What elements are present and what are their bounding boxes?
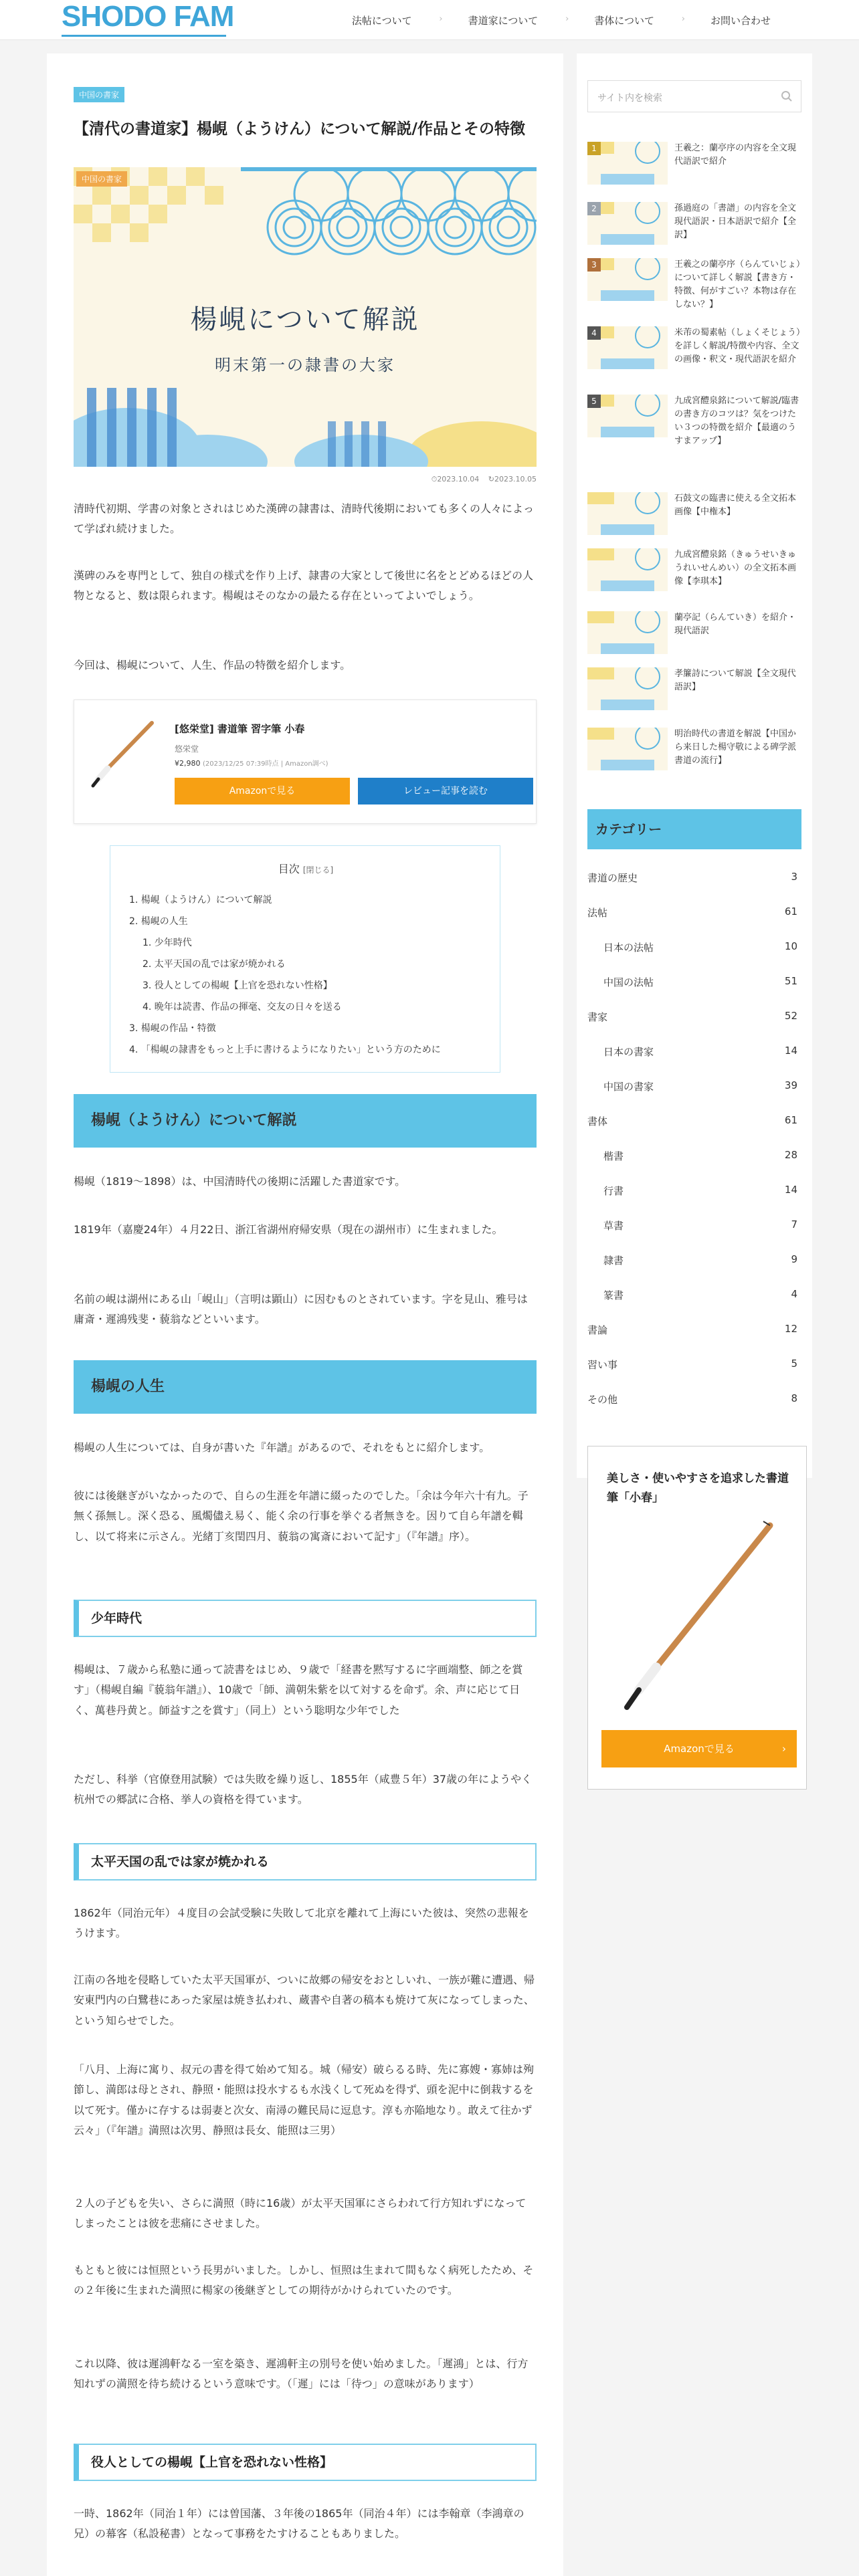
rank-badge: 3 — [587, 258, 601, 272]
nav-label: 書体について — [594, 15, 654, 27]
ad-amazon-button[interactable] — [601, 1730, 797, 1767]
rank-badge: 4 — [587, 326, 601, 340]
recent-post[interactable] — [587, 611, 812, 658]
popular-post-title[interactable]: 孫過庭の「書譜」の内容を全文現代語訳・日本語訳で紹介【全訳】 — [674, 203, 797, 241]
popular-post-title[interactable]: 米芾の蜀素帖（しょくそじょう）を詳しく解説/特徴や内容、全文の画像・釈文・現代語訳を紹介 — [674, 328, 801, 365]
subsection-heading: 太平天国の乱では家が焼かれる — [74, 1843, 537, 1881]
ad-button-label: Amazonで見る — [664, 1743, 735, 1755]
review-button[interactable]: レビュー記事を読む — [358, 778, 533, 804]
toc-item[interactable]: 1. 少年時代 — [142, 938, 192, 948]
search-icon[interactable] — [781, 90, 793, 102]
body-paragraph: 1819年（嘉慶24年）４月22日、浙江省湖州府帰安県（現在の湖州市）に生まれました。 — [74, 1223, 503, 1236]
toc-item[interactable]: 3. 役人としての楊峴【上官を恐れない性格】 — [142, 980, 332, 991]
eyecatch-title: 楊峴について解説 — [190, 304, 420, 335]
brush-product-image[interactable] — [88, 716, 161, 790]
body-paragraph: ただし、科挙（官僚登用試験）では失敗を繰り返し、1855年（咸豊５年）37歳の年にようやく杭州での郷試に合格、挙人の資格を得ています。 — [74, 1773, 533, 1806]
category-item[interactable]: 楷書 28 — [603, 1149, 797, 1162]
popular-post[interactable] — [587, 258, 812, 310]
toc-item[interactable]: 4. 「楊峴の隷書をもっと上手に書けるようになりたい」という方のために — [129, 1045, 441, 1055]
amazon-button[interactable]: Amazonで見る — [175, 778, 350, 804]
site-header — [0, 0, 859, 40]
intro-paragraph: 今回は、楊峴について、人生、作品の特徴を紹介します。 — [74, 659, 351, 671]
article-main — [47, 53, 563, 2576]
body-paragraph: 楊峴は、７歳から私塾に通って読書をはじめ、９歳で「経書を黙写するに字画端整、師之を賞す」（楊峴自編『藐翁年譜』）、10歳で「師、満朝朱紫を以て対するを命ず。余、声に応じて日く、萬巷丹黄と。師益す之を賞す」（同上）という聡明な少年でした — [74, 1663, 523, 1717]
popular-post-title[interactable]: 王羲之の蘭亭序（らんていじょ）について詳しく解説【書き方・特徴、何がすごい？本物は存在しない？】 — [674, 259, 801, 310]
product-name[interactable]: [悠栄堂] 書道筆 習字筆 小春 — [175, 723, 305, 735]
rank-badge: 5 — [587, 395, 601, 408]
toc-item[interactable]: 3. 楊峴の作品・特徴 — [129, 1023, 216, 1034]
recent-post-thumbnail — [587, 728, 668, 770]
recent-post-title[interactable]: 孝簾詩について解説【全文現代語訳】 — [674, 669, 796, 693]
section-heading: 楊峴（ようけん）について解説 — [74, 1094, 537, 1148]
body-paragraph: ２人の子どもを失い、さらに満照（時に16歳）が太平天国軍にさらわれて行方知れずになってしまったことは彼を悲痛にさせました。 — [74, 2197, 527, 2230]
body-paragraph: もともと彼には恒照という長男がいました。しかし、恒照は生まれて間もなく病死したため、その２年後に生まれた満照に楊家の後継ぎとしての期待がかけられていたのです。 — [74, 2264, 534, 2297]
recent-post-title[interactable]: 九成宮醴泉銘（きゅうせいきゅうれいせんめい）の全文拓本画像【李琪本】 — [674, 550, 797, 587]
recent-post[interactable] — [587, 548, 812, 595]
recent-post-thumbnail — [587, 667, 668, 710]
section-heading: 楊峴の人生 — [74, 1360, 537, 1414]
search-placeholder: サイト内を検索 — [597, 93, 663, 104]
sidebar-ad — [587, 1446, 807, 1790]
brush-ad-image[interactable] — [615, 1520, 782, 1714]
body-paragraph: 楊峴（1819〜1898）は、中国清時代の後期に活躍した書道家です。 — [74, 1175, 406, 1188]
category-item[interactable]: 中国の法帖 51 — [603, 975, 797, 988]
nav-label: お問い合わせ — [710, 15, 771, 27]
product-card — [74, 700, 537, 824]
category-item[interactable]: 行書 14 — [603, 1184, 797, 1197]
category-item[interactable]: 習い事 5 — [587, 1358, 797, 1371]
search-input[interactable] — [587, 80, 801, 112]
popular-post-title[interactable]: 王羲之：蘭亭序の内容を全文現代語訳で紹介 — [674, 143, 797, 167]
recent-post-thumbnail — [587, 492, 668, 535]
eyecatch-subtitle: 明末第一の隷書の大家 — [215, 356, 395, 374]
category-item[interactable]: その他 8 — [587, 1392, 797, 1406]
body-paragraph: 名前の峴は湖州にある山「峴山」（言明は顕山）に因むものとされています。字を見山、雅号は庸斎・遲鴻残斐・藐翁などといいます。 — [74, 1293, 528, 1326]
global-nav — [324, 13, 799, 27]
toc-item[interactable]: 4. 晩年は読書、作品の揮毫、交友の日々を送る — [142, 1002, 342, 1012]
body-paragraph: 「八月、上海に寓り、叔元の書を得て始めて知る。城（帰安）破らるる時、先に寡嫂・寡姉は殉節し、満郎は母とされ、静照・能照は投水するも水浅くして死ぬを得ず、頭を泥中に倒栽するを以て死す。僅かに存するは弱妻と次女、南潯の難民局に逗息す。淳も亦陥地なり。敢えて往かず云々」（『年譜』満照は次男、静照は長女、能照は三男） — [74, 2063, 535, 2137]
recent-post-thumbnail — [587, 548, 668, 591]
recent-post[interactable] — [587, 492, 812, 539]
eyecatch-tag: 中国の書家 — [76, 171, 127, 187]
body-paragraph: 1862年（同治元年）４度目の会試受験に失敗して北京を離れて上海にいた彼は、突然の悲報をうけます。 — [74, 1907, 529, 1940]
recent-post-title[interactable]: 明治時代の書道を解説【中国から来日した楊守敬による碑学派書道の流行】 — [674, 729, 797, 766]
body-paragraph: 江南の各地を侵略していた太平天国軍が、ついに故郷の帰安をおとしいれ、一族が難に遭遇、帰安東門内の白鷺巷にあった家屋は焼き払われ、蔵書や自著の稿本も焼けて灰になってしまった、という知らせでした。 — [74, 1973, 535, 2027]
category-item[interactable]: 篆書 4 — [603, 1288, 797, 1301]
nav-item-contact[interactable] — [682, 13, 799, 27]
rank-badge: 1 — [587, 142, 601, 155]
category-item[interactable]: 日本の書家 14 — [603, 1045, 797, 1058]
popular-post[interactable] — [587, 395, 812, 447]
body-paragraph: 彼には後継ぎがいなかったので、自らの生涯を年譜に綴ったのでした。「余は今年六十有九。子無く孫無し。深く恐る、風燭儘え易く、能く余の行事を挙ぐる者無きを。因りて自ら年譜を輯し、以て将来に示さん。光緒丁亥閏四月、藐翁の寓斎において記す」（『年譜』序）。 — [74, 1489, 529, 1543]
recent-post-title[interactable]: 蘭亭記（らんていき）を紹介・現代語訳 — [674, 613, 797, 637]
category-heading: カテゴリー — [587, 809, 801, 849]
popular-post[interactable] — [587, 326, 812, 373]
nav-item-shodoka[interactable] — [440, 13, 567, 27]
table-of-contents — [110, 845, 500, 1073]
date-published: ⏱2023.10.04 — [431, 475, 480, 484]
site-logo[interactable]: SHODO FAM — [62, 0, 234, 33]
category-item[interactable]: 書家 52 — [587, 1010, 797, 1023]
body-paragraph: 一時、1862年（同治１年）には曽国藩、３年後の1865年（同治４年）には李翰章（李鴻章の兄）の幕客（私設秘書）となって事務をたすけることもありました。 — [74, 2507, 524, 2541]
toc-item[interactable]: 2. 楊峴の人生 — [129, 916, 188, 927]
nav-label: 書道家について — [468, 15, 539, 27]
category-item[interactable]: 書体 61 — [587, 1114, 797, 1128]
category-tag[interactable]: 中国の書家 — [74, 87, 124, 102]
recent-post[interactable] — [587, 728, 812, 774]
sidebar — [577, 53, 812, 1478]
category-item[interactable]: 書論 12 — [587, 1323, 797, 1336]
recent-post[interactable] — [587, 667, 812, 714]
recent-post-thumbnail — [587, 611, 668, 654]
category-item[interactable]: 草書 7 — [603, 1218, 797, 1232]
nav-separator-icon: › — [439, 14, 443, 24]
product-brand: 悠栄堂 — [175, 744, 199, 754]
toc-toggle[interactable]: [閉じる] — [302, 865, 334, 875]
category-item[interactable]: 中国の書家 39 — [603, 1079, 797, 1093]
category-item[interactable]: 隷書 9 — [603, 1253, 797, 1267]
category-item[interactable]: 書道の歴史 3 — [587, 871, 797, 884]
chevron-right-icon: › — [782, 1743, 786, 1755]
subsection-heading: 役人としての楊峴【上官を恐れない性格】 — [74, 2444, 537, 2481]
post-title: 【清代の書道家】楊峴（ようけん）について解説/作品とその特徴 — [74, 120, 525, 138]
logo-underline — [62, 35, 226, 37]
toc-item[interactable]: 1. 楊峴（ようけん）について解説 — [129, 895, 272, 905]
nav-label: 法帖について — [351, 15, 412, 27]
eyecatch-image — [74, 167, 537, 467]
nav-separator-icon: › — [565, 14, 569, 24]
popular-post[interactable] — [587, 142, 812, 189]
nav-item-houjo[interactable] — [324, 13, 443, 27]
toc-title: 目次 [閉じる] — [278, 863, 334, 875]
nav-separator-icon: › — [681, 14, 685, 24]
intro-paragraph: 清時代初期、学書の対象とされはじめた漢碑の隷書は、清時代後期においても多くの人々によって学ばれ続けました。 — [74, 502, 535, 536]
intro-paragraph: 漢碑のみを専門として、独自の様式を作り上げ、隷書の大家として後世に名をとどめるほどの人物となると、数は限られます。楊峴はそのなかの最たる存在といってよいでしょう。 — [74, 569, 534, 603]
toc-item[interactable]: 2. 太平天国の乱では家が焼かれる — [142, 959, 286, 970]
rank-badge: 2 — [587, 202, 601, 215]
popular-post-title[interactable]: 九成宮醴泉銘について解説/臨書の書き方のコツは？気をつけたい３つの特徴を紹介【最適のうすまアップ】 — [674, 396, 799, 447]
ad-title: 美しさ・使いやすさを追求した書道筆「小春」 — [607, 1472, 789, 1505]
category-item[interactable]: 日本の法帖 10 — [603, 940, 797, 954]
subsection-heading: 少年時代 — [74, 1600, 537, 1637]
recent-post-title[interactable]: 石鼓文の臨書に使える全文拓本画像【中権本】 — [674, 494, 797, 518]
date-updated: ↻2023.10.05 — [488, 475, 537, 484]
body-paragraph: これ以降、彼は遲鴻軒なる一室を築き、遲鴻軒主の別号を使い始めました。「遲鴻」とは、行方知れずの満照を待ち続けるという意味です。（「遲」には「待つ」の意味があります） — [74, 2357, 529, 2391]
post-dates — [425, 475, 537, 484]
body-paragraph: 楊峴の人生については、自身が書いた『年譜』があるので、それをもとに紹介します。 — [74, 1441, 490, 1454]
product-price: ¥2,980 (2023/12/25 07:39時点 | Amazon調べ) — [175, 759, 328, 768]
category-item[interactable]: 法帖 61 — [587, 905, 797, 919]
nav-item-shotai[interactable] — [566, 13, 685, 27]
popular-post[interactable] — [587, 202, 812, 249]
